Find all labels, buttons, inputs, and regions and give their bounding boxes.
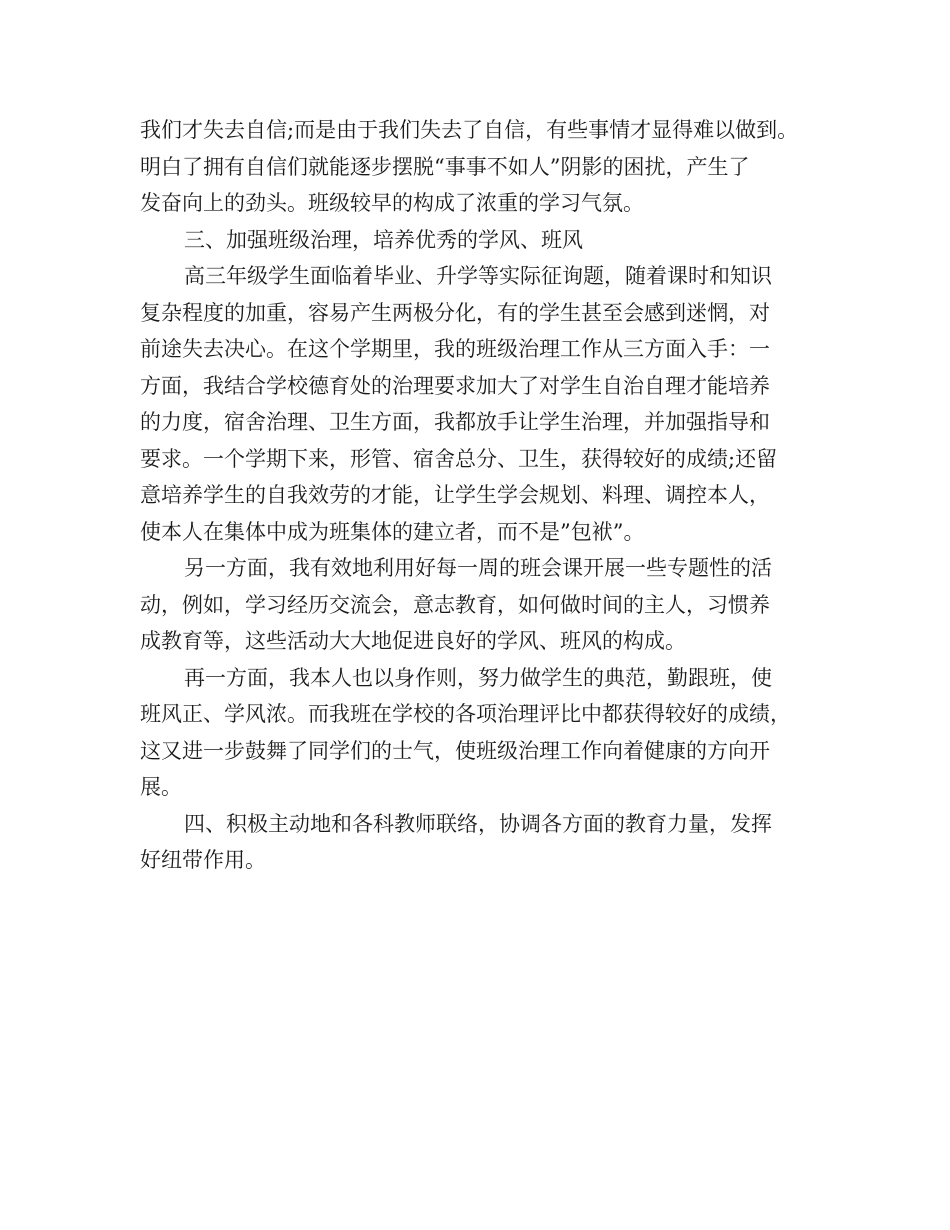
text-line: 这又进一步鼓舞了同学们的士气，使班级治理工作向着健康的方向开	[140, 738, 770, 763]
text-line: 复杂程度的加重，容易产生两极分化，有的学生甚至会感到迷惘，对	[140, 300, 770, 325]
text-line: 使本人在集体中成为班集体的建立者，而不是”包袱”。	[140, 519, 645, 544]
text-line: 我们才失去自信;而是由于我们失去了自信，有些事情才显得难以做到。	[140, 118, 799, 142]
text-line: 好纽带作用。	[140, 848, 266, 872]
document-body	[140, 112, 840, 879]
text-line: 意培养学生的自我效劳的才能，让学生学会规划、料理、调控本人，	[140, 483, 770, 507]
text-line: 另一方面，我有效地利用好每一周的班会课开展一些专题性的活	[184, 556, 772, 580]
text-line: 成教育等，这些活动大大地促进良好的学风、班风的构成。	[140, 629, 686, 653]
text-line: 的力度，宿舍治理、卫生方面，我都放手让学生治理，并加强指导和	[140, 410, 770, 434]
text-line: 班风正、学风浓。而我班在学校的各项治理评比中都获得较好的成绩，	[140, 702, 791, 726]
text-line: 高三年级学生面临着毕业、升学等实际征询题，随着课时和知识	[184, 264, 772, 288]
text-line: 要求。一个学期下来，形管、宿舍总分、卫生，获得较好的成绩;还留	[140, 446, 778, 471]
text-line: 明白了拥有自信们就能逐步摆脱“事事不如人”阴影的困扰，产生了	[140, 154, 750, 179]
section-heading: 三、加强班级治理，培养优秀的学风、班风	[184, 227, 583, 252]
text-line: 发奋向上的劲头。班级较早的构成了浓重的学习气氛。	[140, 191, 644, 215]
section-heading: 四、积极主动地和各科教师联络，协调各方面的教育力量，发挥	[184, 811, 772, 836]
text-line: 动，例如，学习经历交流会，意志教育，如何做时间的主人，习惯养	[140, 592, 770, 617]
text-line: 展。	[140, 775, 182, 799]
text-line: 再一方面，我本人也以身作则，努力做学生的典范，勤跟班，使	[184, 665, 772, 690]
text-line: 方面，我结合学校德育处的治理要求加大了对学生自治自理才能培养	[140, 373, 770, 398]
text-line: 前途失去决心。在这个学期里，我的班级治理工作从三方面入手：一	[140, 337, 770, 361]
